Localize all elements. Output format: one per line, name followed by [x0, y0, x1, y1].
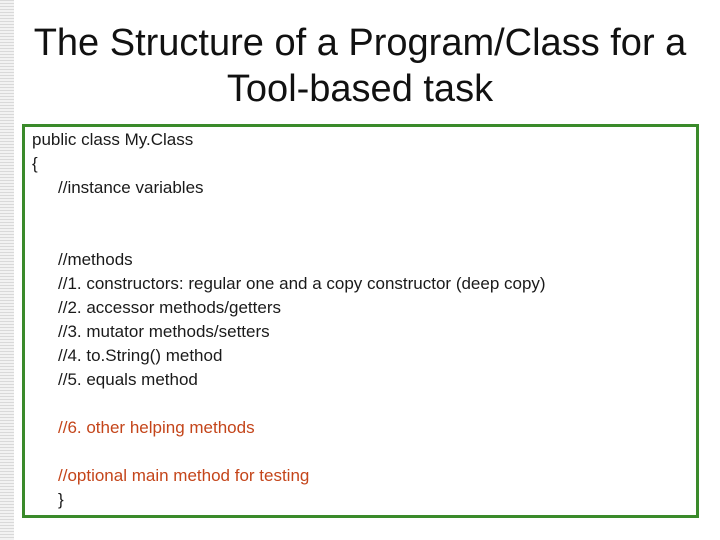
code-methods-item-5: //5. equals method: [58, 370, 198, 389]
code-methods-item-1: //1. constructors: regular one and a copy constructor (deep copy): [58, 274, 546, 293]
code-methods-comment: //methods: [58, 250, 133, 269]
code-methods-item-4: //4. to.String() method: [58, 346, 223, 365]
code-instance-variables-comment: //instance variables: [58, 178, 204, 197]
code-class-declaration: public class My.Class: [32, 130, 194, 149]
slide-title: [20, 20, 700, 112]
code-close-brace: }: [58, 490, 64, 509]
code-optional-main-comment: //optional main method for testing: [58, 466, 310, 485]
slide-title-line-2: Tool-based task: [226, 68, 494, 110]
code-open-brace: {: [32, 154, 38, 173]
code-methods-item-2: //2. accessor methods/getters: [58, 298, 281, 317]
code-methods-item-6: //6. other helping methods: [58, 418, 255, 437]
code-methods-item-3: //3. mutator methods/setters: [58, 322, 270, 341]
decorative-left-stripe: [0, 0, 14, 540]
slide-title-line-1: The Structure of a Program/Class for a: [33, 22, 687, 64]
